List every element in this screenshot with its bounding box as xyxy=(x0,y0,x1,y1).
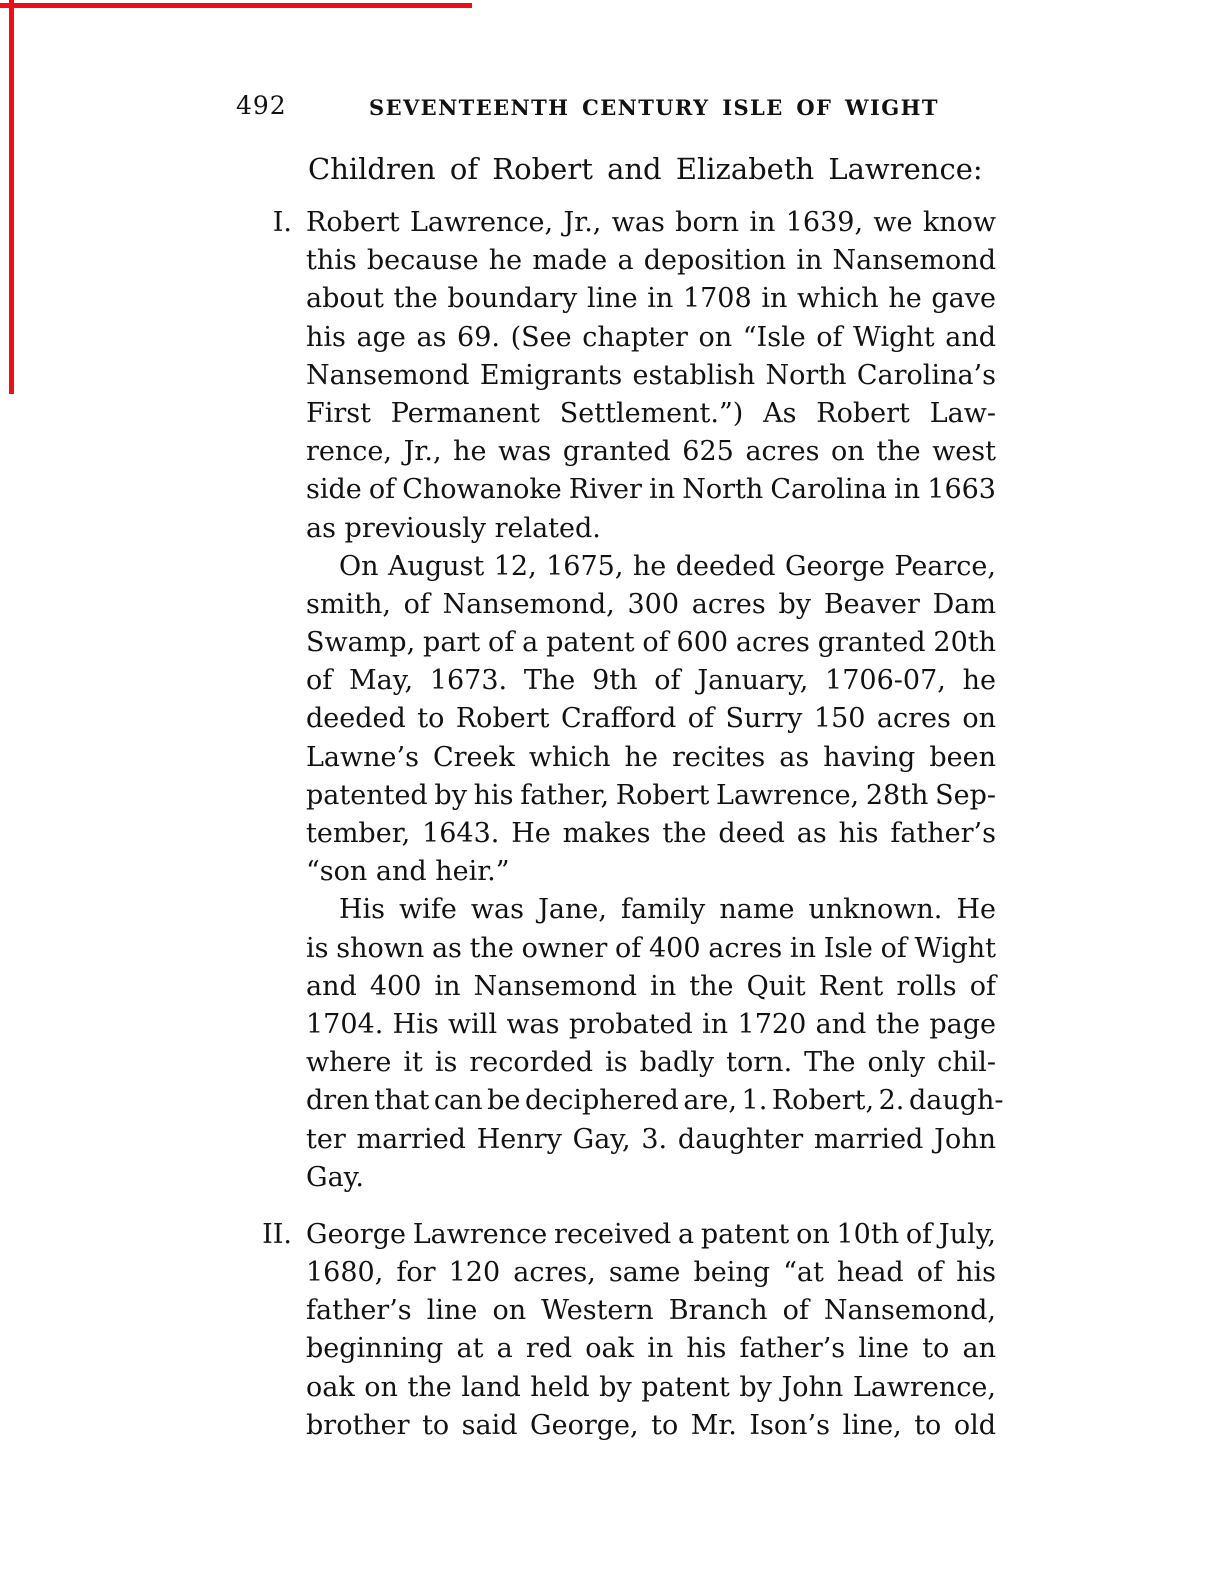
text-line-content: of May, 1673. The 9th of January, 1706-07, he xyxy=(306,665,996,697)
text-line-content: side of Chowanoke River in North Carolina in 1663 xyxy=(306,474,996,506)
text-line xyxy=(306,1082,1004,1120)
text-line xyxy=(306,1216,996,1254)
text-line-content: patented by his father, Robert Lawrence, 28th Sep- xyxy=(306,779,996,811)
text-line-content: Gay. xyxy=(306,1161,364,1193)
body-text-block xyxy=(262,204,1004,1445)
scan-edge-mark-top xyxy=(0,3,472,8)
text-line xyxy=(306,1254,996,1292)
text-line-content: On August 12, 1675, he deeded George Pearce, xyxy=(339,550,996,582)
running-header: SEVENTEENTH CENTURY ISLE OF WIGHT xyxy=(369,95,939,120)
text-line xyxy=(306,204,996,242)
text-line xyxy=(306,280,996,318)
text-line-content: Swamp, part of a patent of 600 acres granted 20th xyxy=(306,627,996,659)
text-line-content: tember, 1643. He makes the deed as his father’s xyxy=(306,818,996,849)
text-line xyxy=(306,1159,996,1197)
text-line xyxy=(306,1292,996,1330)
text-line-content: and 400 in Nansemond in the Quit Rent rolls of xyxy=(306,970,996,1002)
text-line xyxy=(306,471,996,509)
text-line-content: Nansemond Emigrants establish North Carolina’s xyxy=(306,359,996,391)
text-line xyxy=(306,1044,996,1082)
text-line xyxy=(306,242,996,280)
text-line-content: Robert Lawrence, Jr., was born in 1639, we know xyxy=(306,207,996,238)
text-line-content: His wife was Jane, family name unknown. He xyxy=(339,894,996,926)
text-line-content: beginning at a red oak in his father’s line to an xyxy=(306,1333,996,1365)
text-line-content: First Permanent Settlement.”) As Robert Law- xyxy=(306,397,996,429)
text-line xyxy=(306,395,996,433)
text-line xyxy=(306,319,996,357)
text-line xyxy=(306,968,996,1006)
text-line xyxy=(306,853,996,891)
list-item-numeral: II. xyxy=(262,1218,292,1250)
text-line xyxy=(306,815,996,853)
scan-edge-mark-left xyxy=(9,0,14,394)
section-heading: Children of Robert and Elizabeth Lawrence: xyxy=(308,152,983,186)
text-line-content: his age as 69. (See chapter on “Isle of Wight and xyxy=(306,321,996,353)
text-line-content: is shown as the owner of 400 acres in Isle of Wight xyxy=(306,932,996,964)
text-line-content: Lawne’s Creek which he recites as having been xyxy=(306,741,996,773)
list-item xyxy=(272,204,1004,1197)
text-line xyxy=(306,1407,996,1445)
text-line-content: dren that can be deciphered are, 1. Robert, 2. daugh- xyxy=(306,1085,1004,1117)
text-line-content: 1704. His will was probated in 1720 and the page xyxy=(306,1008,996,1040)
text-line xyxy=(306,1006,996,1044)
text-line-content: father’s line on Western Branch of Nansemond, xyxy=(306,1295,996,1327)
page-number: 492 xyxy=(236,91,287,120)
text-line xyxy=(306,930,996,968)
text-line xyxy=(306,700,996,738)
text-line xyxy=(306,739,996,777)
text-line-content: rence, Jr., he was granted 625 acres on the west xyxy=(306,436,996,468)
text-line-content: about the boundary line in 1708 in which he gave xyxy=(306,283,996,315)
text-line xyxy=(306,891,996,929)
text-line-content: this because he made a deposition in Nansemond xyxy=(306,245,996,277)
text-line xyxy=(306,1369,996,1407)
text-line-content: George Lawrence received a patent on 10th of July, xyxy=(306,1218,996,1250)
text-line xyxy=(306,586,996,624)
text-line xyxy=(306,1121,996,1159)
text-line xyxy=(306,624,996,662)
text-line-content: where it is recorded is badly torn. The only chil- xyxy=(306,1047,996,1079)
text-line xyxy=(306,1330,996,1368)
text-line-content: smith, of Nansemond, 300 acres by Beaver Dam xyxy=(306,588,996,620)
text-line-content: deeded to Robert Crafford of Surry 150 acres on xyxy=(306,703,996,735)
text-line xyxy=(306,510,996,548)
text-line xyxy=(306,433,996,471)
text-line-content: 1680, for 120 acres, same being “at head of his xyxy=(306,1257,996,1289)
text-line-content: “son and heir.” xyxy=(306,856,510,888)
text-line xyxy=(306,662,996,700)
text-line-content: as previously related. xyxy=(306,512,601,544)
text-line xyxy=(306,548,996,586)
list-item xyxy=(262,1216,996,1445)
text-line xyxy=(306,777,996,815)
text-line-content: ter married Henry Gay, 3. daughter married John xyxy=(306,1123,996,1155)
text-line xyxy=(306,357,996,395)
text-line-content: oak on the land held by patent by John Lawrence, xyxy=(306,1371,996,1403)
list-item-numeral: I. xyxy=(272,207,292,238)
text-line-content: brother to said George, to Mr. Ison’s line, to old xyxy=(306,1409,996,1441)
